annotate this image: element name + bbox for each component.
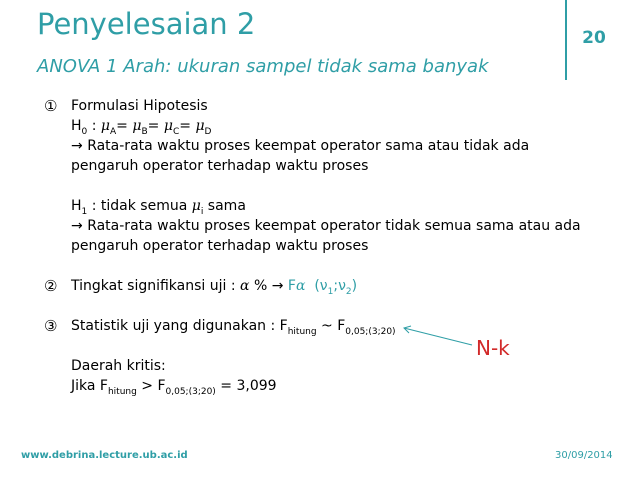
test-statistic-line: Statistik uji yang digunakan : $F_{hitung}$ ~ $F_{0,05;(3;20)}$ xyxy=(71,318,396,337)
critical-region-heading: Daerah kritis: xyxy=(71,358,166,374)
h0-formula: $H_0$ : $\mu_A= \mu_B= \mu_C= \mu_D$ xyxy=(71,118,212,137)
annotation-nk-label: N-k xyxy=(476,336,510,360)
subtitle-italic: ukuran sampel tidak sama banyak xyxy=(177,56,489,77)
h1-description: → Rata-rata waktu proses keempat operator tidak semua sama atau ada pengaruh operator terhadap waktu proses xyxy=(71,218,581,254)
arrow-icon: → xyxy=(71,218,83,234)
h0-description: → Rata-rata waktu proses keempat operator sama atau tidak ada pengaruh operator terhadap waktu proses xyxy=(71,138,530,174)
arrow-icon: → xyxy=(71,138,83,154)
slide-title: Penyelesaian 2 xyxy=(37,7,256,41)
hypothesis-heading: Formulasi Hipotesis xyxy=(71,98,208,114)
footer-website: www.debrina.lecture.ub.ac.id xyxy=(21,450,188,461)
slide-number: 20 xyxy=(571,23,617,52)
number-one-marker: ① xyxy=(44,97,58,115)
footer-date: 30/09/2014 xyxy=(555,450,613,461)
item-hypothesis xyxy=(44,96,584,256)
subtitle-plain: ANOVA 1 Arah: xyxy=(37,56,172,77)
number-two-marker: ② xyxy=(44,277,58,295)
number-three-marker: ③ xyxy=(44,317,58,335)
header-divider xyxy=(565,0,567,80)
significance-line: Tingkat signifikansi uji : α % → Fα $(\nu_1;\nu_2)$ xyxy=(71,278,358,297)
item-significance xyxy=(44,276,584,296)
arrow-icon: → xyxy=(271,278,284,294)
critical-region-rule: Jika $F_{hitung} > F_{0,05;(3;20)} = 3,099$ xyxy=(71,378,277,397)
h1-formula: $H_1$ : tidak semua $\mu_i$ sama xyxy=(71,198,246,217)
slide-subtitle xyxy=(37,56,489,77)
